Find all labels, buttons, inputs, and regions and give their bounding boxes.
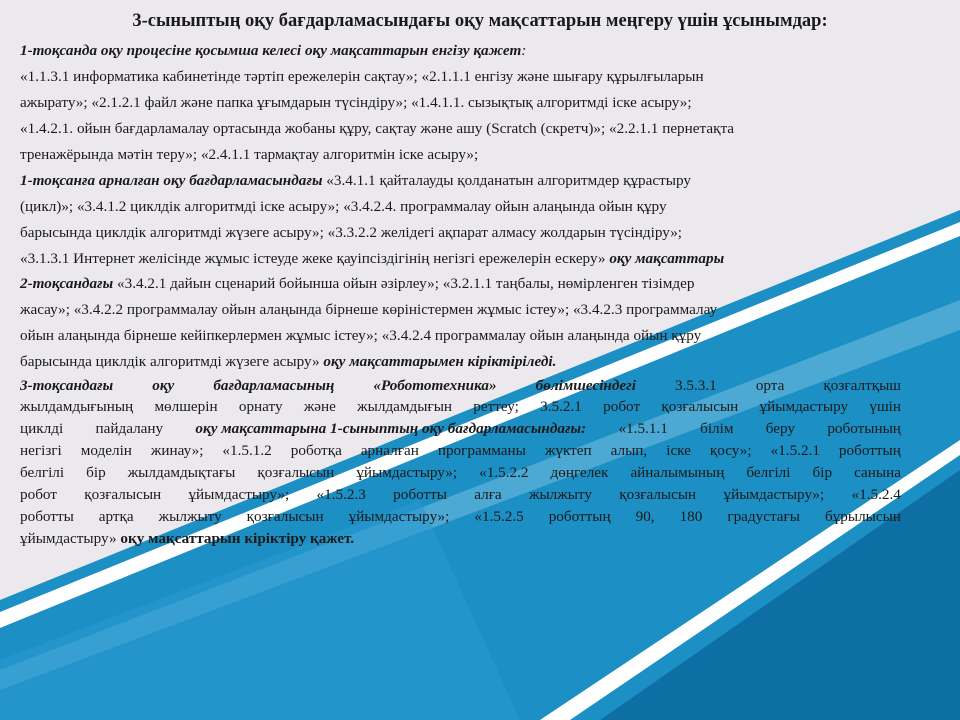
- para3-line3: ойын алаңында бірнеше кейіпкерлермен жұмыс істеу»; «3.4.2.4 программалау ойын алаңында ойын құру: [20, 327, 702, 344]
- para2-line2: (цикл)»; «3.4.1.2 циклдік алгоритмді іске асыру»; «3.4.2.4. программалау ойын алаңында ойын құру: [20, 198, 667, 215]
- para1-line2: «1.1.3.1 информатика кабинетінде тәртіп ережелерін сақтау»; «2.1.1.1 енгізу және шығару құрылғыларын: [20, 68, 704, 85]
- para4-line2: жылдамдығының мөлшерін орнату және жылдамдығын реттеу; 3.5.2.1 робот қозғалысын ұйымдастыру үшін: [20, 398, 901, 415]
- para1-line1: 1-тоқсанда оқу процесіне қосымша келесі оқу мақсаттарын енгізу қажет:: [20, 42, 527, 59]
- para4-line4: негізгі моделін жинау»; «1.5.1.2 роботқа арналған программаны жүктеп алып, іске қосу»; «1.5.2.1 роботтың: [20, 442, 901, 459]
- para1-line5: тренажёрында мәтін теру»; «2.4.1.1 тармақтау алгоритмін іске асыру»;: [20, 146, 479, 163]
- para4-line7: роботты артқа жылжыту қозғалысын ұйымдастыру»; «1.5.2.5 роботтың 90, 180 градустағы бұрылысын: [20, 508, 901, 525]
- para3-line2: жасау»; «3.4.2.2 программалау ойын алаңында бірнеше көріністермен жұмыс істеу»; «3.4.2.3 программалау: [20, 301, 718, 318]
- para2-line4: «3.1.3.1 Интернет желісінде жұмыс істеуде жеке қауіпсіздігінің негізгі ережелерін ескеру» оқу мақсаттары: [20, 250, 725, 267]
- para3-tail: оқу мақсаттарымен кіріктіріледі.: [319, 353, 557, 370]
- para3-line4: барысында циклдік алгоритмді жүзеге асыру» оқу мақсаттарымен кіріктіріледі.: [20, 353, 557, 370]
- para1-line4: «1.4.2.1. ойын бағдарламалау ортасында жобаны құру, сақтау және ашу (Scratch (скретч)»; «2.2.1.1 пернетақта: [20, 120, 735, 137]
- para4-bold-phrase: оқу мақсаттарына 1-сыныптың оқу бағдарламасындағы:: [195, 420, 587, 437]
- para3-line1: 2-тоқсандағы «3.4.2.1 дайын сценарий бойынша ойын әзірлеу»; «3.2.1.1 таңбалы, нөмірленген тізімдер: [20, 275, 695, 292]
- para4-line3: циклді пайдалану оқу мақсаттарына 1-сыныптың оқу бағдарламасындағы: «1.5.1.1 білім беру роботының: [20, 420, 901, 437]
- para2-line3: барысында циклдік алгоритмді жүзеге асыру»; «3.3.2.2 желідегі ақпарат алмасу жолдарын түсіндіру»;: [20, 224, 683, 241]
- para1-line3: ажырату»; «2.1.2.1 файл және папка ұғымдарын түсіндіру»; «1.4.1.1. сызықтық алгоритмді іске асыру»;: [20, 94, 692, 111]
- slide-title: 3-сыныптың оқу бағдарламасындағы оқу мақсаттарын меңгеру үшін ұсынымдар:: [132, 11, 828, 31]
- para3-heading: 2-тоқсандағы: [20, 275, 114, 292]
- para4-line1: 3-тоқсандағы оқу бағдарламасының «Робототехника» бөлімшесіндегі 3.5.3.1 орта қозғалтқыш: [20, 377, 901, 394]
- para4-line8: ұйымдастыру» оқу мақсаттарын кіріктіру қажет.: [20, 530, 355, 547]
- para4-line5: белгілі бір жылдамдықтағы қозғалысын ұйымдастыру»; «1.5.2.2 дөңгелек айналымының белгілі бір санына: [20, 464, 901, 481]
- para2-line1: 1-тоқсанға арналған оқу бағдарламасындағы «3.4.1.1 қайталауды қолданатын алгоритмдер құрастыру: [20, 172, 691, 189]
- para4-tail: оқу мақсаттарын кіріктіру қажет.: [116, 530, 355, 547]
- para4-line6: робот қозғалысын ұйымдастыру»; «1.5.2.3 роботты алға жылжыту қозғалысын ұйымдастыру»; «1.5.2.4: [20, 486, 901, 503]
- para2-heading: 1-тоқсанға арналған оқу бағдарламасындағы: [20, 172, 323, 189]
- para2-tail: оқу мақсаттары: [605, 250, 725, 267]
- para1-heading: 1-тоқсанда оқу процесіне қосымша келесі оқу мақсаттарын енгізу қажет: [20, 42, 522, 59]
